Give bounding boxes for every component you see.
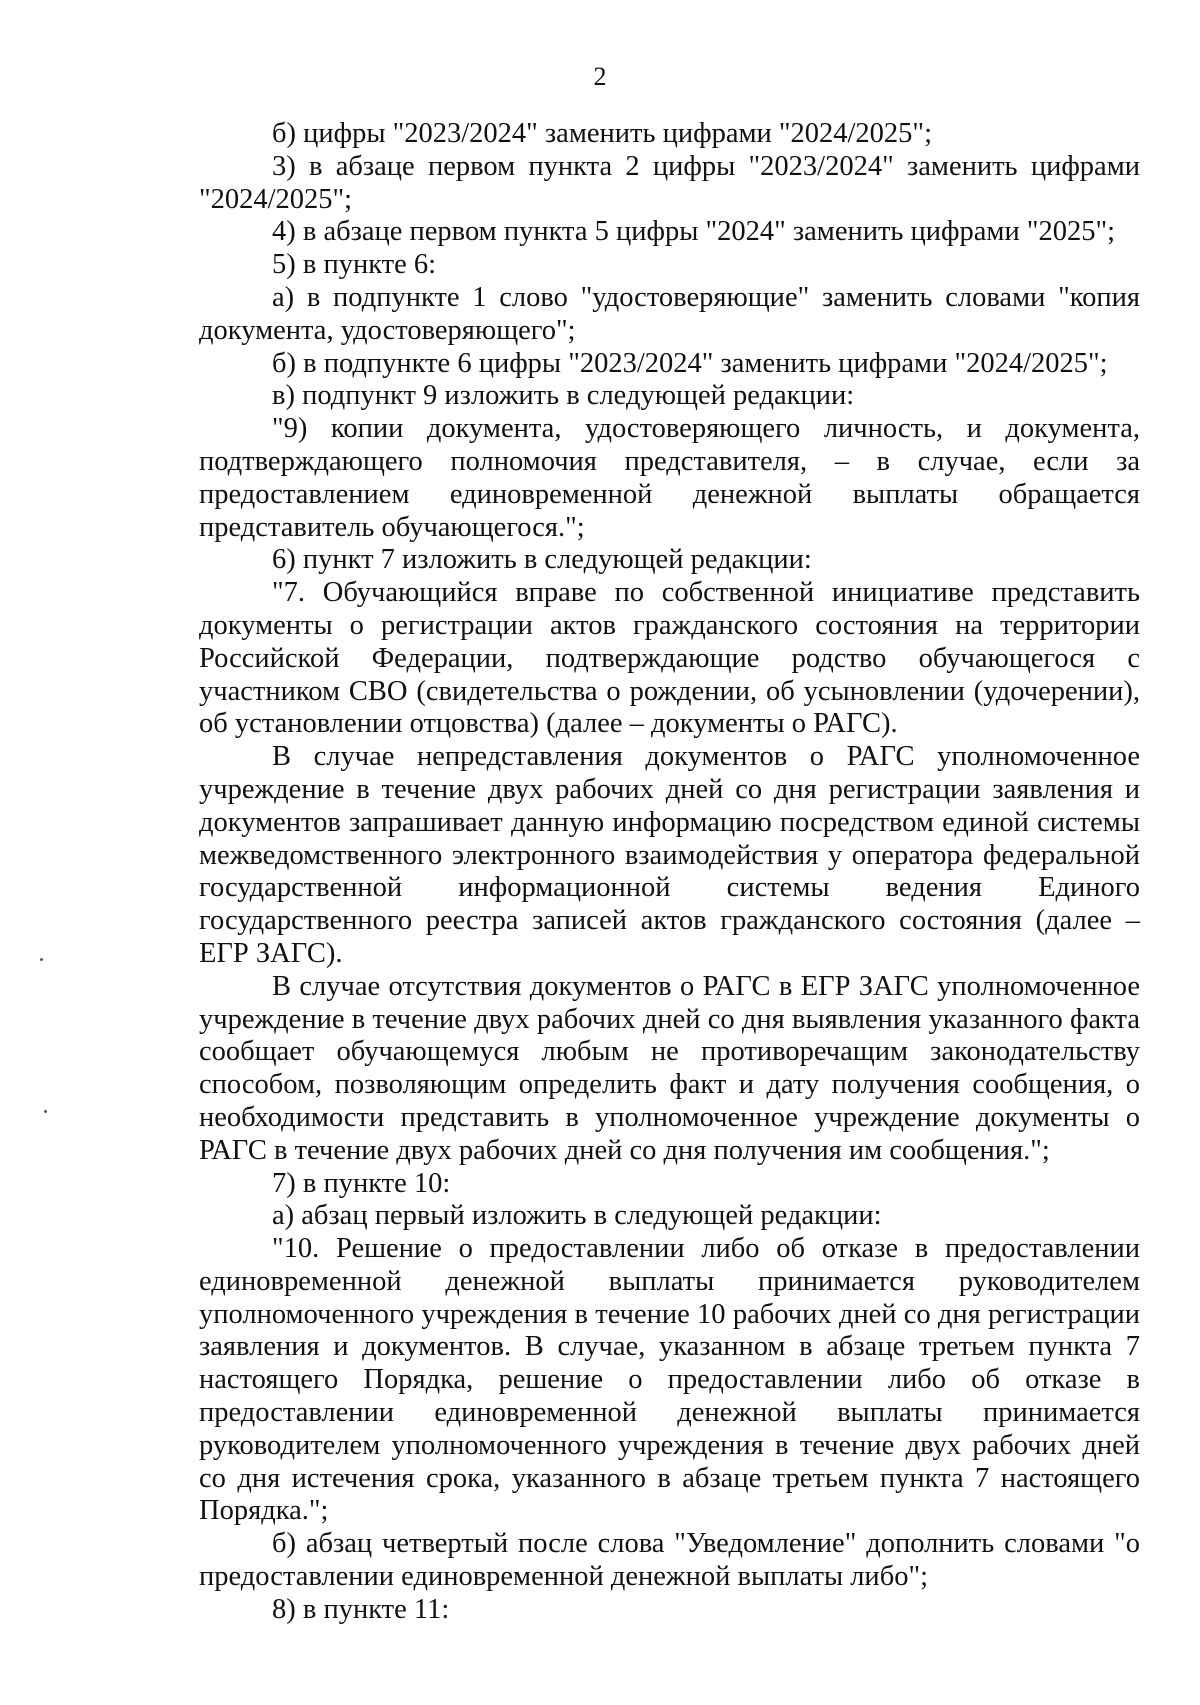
paragraph: б) в подпункте 6 цифры "2023/2024" заменить цифрами "2024/2025";: [272, 347, 1108, 379]
paragraph: 4) в абзаце первом пункта 5 цифры "2024" заменить цифрами "2025";: [272, 216, 1116, 248]
paragraph: а) абзац первый изложить в следующей редакции:: [272, 1200, 882, 1232]
paragraph: в) подпункт 9 изложить в следующей редакции:: [272, 380, 855, 412]
paragraph: а) в подпункте 1 слово "удостоверяющие" заменить словами "копия документа, удостоверяющего";: [199, 281, 1140, 346]
paragraph: "7. Обучающийся вправе по собственной инициативе представить документы о регистрации актов гражданского состояния на территории Российской Федерации, подтверждающие родство обучающегося с участником СВО (свидетельства о рождении, об усыновлении (удочерении), об установлении отцовства) (далее – документы о РАГС).: [199, 577, 1140, 740]
paragraph: б) цифры "2023/2024" заменить цифрами "2024/2025";: [272, 118, 932, 149]
paragraph: 3) в абзаце первом пункта 2 цифры "2023/2024" заменить цифрами "2024/2025";: [199, 150, 1140, 215]
document-body: [199, 118, 1140, 1627]
page-number: 2: [593, 62, 607, 91]
paragraph: б) абзац четвертый после слова "Уведомление" дополнить словами "о предоставлении единовременной денежной выплаты либо";: [199, 1528, 1140, 1593]
paragraph: В случае отсутствия документов о РАГС в ЕГР ЗАГС уполномоченное учреждение в течение двух рабочих дней со дня выявления указанного факта сообщает обучающемуся любым не противоречащим законодательству способом, позволяющим определить факт и дату получения сообщения, о необходимости представить в уполномоченное учреждение документы о РАГС в течение двух рабочих дней со дня получения им сообщения.";: [199, 970, 1140, 1166]
paragraph: "10. Решение о предоставлении либо об отказе в предоставлении единовременной денежной выплаты принимается руководителем уполномоченного учреждения в течение 10 рабочих дней со дня регистрации заявления и документов. В случае, указанном в абзаце третьем пункта 7 настоящего Порядка, решение о предоставлении либо об отказе в предоставлении единовременной денежной выплаты принимается руководителем уполномоченного учреждения в течение двух рабочих дней со дня истечения срока, указанного в абзаце третьем пункта 7 настоящего Порядка.";: [199, 1233, 1140, 1527]
paragraph: В случае непредставления документов о РАГС уполномоченное учреждение в течение двух рабочих дней со дня регистрации заявления и документов запрашивает данную информацию посредством единой системы межведомственного электронного взаимодействия у оператора федеральной государственной информационной системы ведения Единого государственного реестра записей актов гражданского состояния (далее – ЕГР ЗАГС).: [199, 741, 1140, 969]
paragraph: 8) в пункте 11:: [272, 1593, 450, 1625]
paragraph: 5) в пункте 6:: [272, 249, 437, 281]
paragraph: 7) в пункте 10:: [272, 1167, 451, 1199]
paragraph: "9) копии документа, удостоверяющего личность, и документа, подтверждающего полномочия представителя, – в случае, если за предоставлением единовременной денежной выплаты обращается представитель обучающегося.";: [199, 413, 1140, 543]
scan-artifact-dot: [44, 1110, 47, 1113]
paragraph: 6) пункт 7 изложить в следующей редакции:: [272, 544, 812, 576]
scan-artifact-dot: [40, 958, 43, 961]
